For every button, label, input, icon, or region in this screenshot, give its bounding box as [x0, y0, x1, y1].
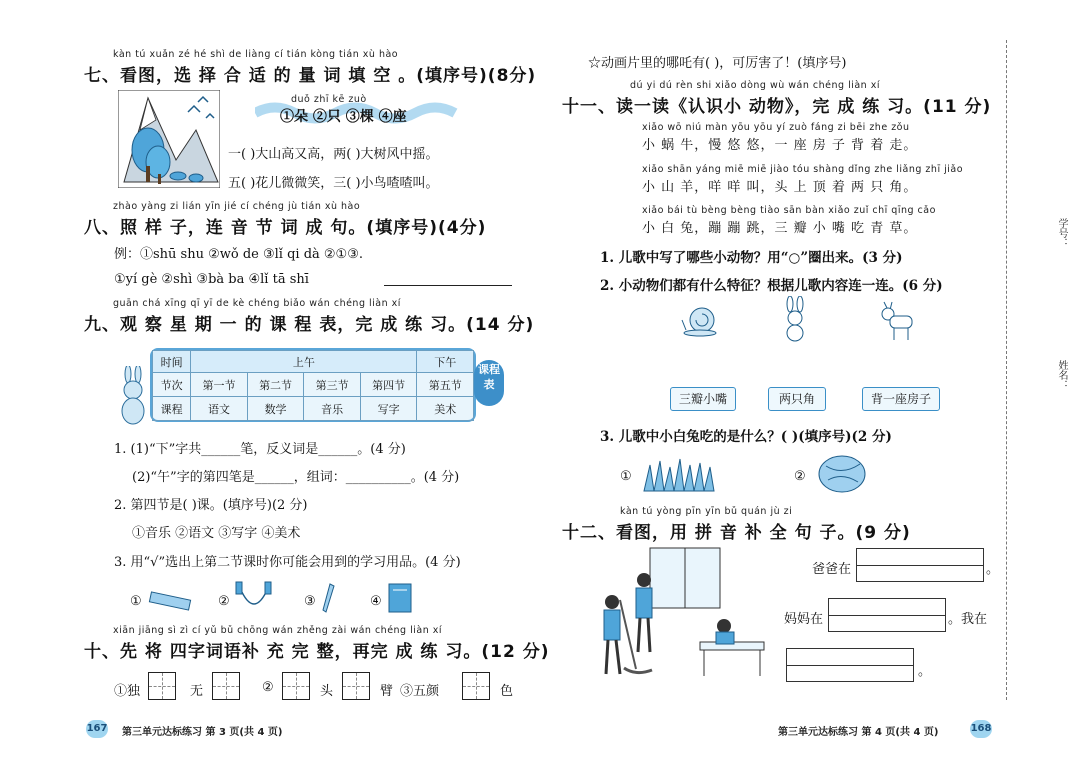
- ruler-icon: [148, 590, 192, 612]
- schedule-badge: 课程表: [474, 360, 504, 406]
- supply-option-4[interactable]: ④: [370, 594, 382, 609]
- binding-line: [1006, 40, 1007, 700]
- pencil-icon: [318, 582, 338, 616]
- q8-pinyin: zhào yàng zi lián yīn jié cí chéng jù tián xù hào: [113, 201, 361, 212]
- poem-pinyin-2: xiǎo shān yáng miē miē jiào tóu shàng dǐng zhe liǎng zhī jiǎo: [642, 164, 964, 175]
- schedule-time-label: 时间: [153, 351, 191, 373]
- q7-options: ①朵 ②只 ③棵 ④座: [280, 109, 407, 125]
- grass-icon: [640, 455, 718, 495]
- notebook-icon: [386, 582, 414, 614]
- q9-s3: 3. 用“√”选出上第二节课时你可能会用到的学习用品。(4 分): [114, 555, 461, 570]
- schedule-period-cell: 第四节: [360, 373, 417, 397]
- q10-blank-box[interactable]: [282, 672, 310, 700]
- poem-line-2: 小 山 羊，咩 咩 叫，头 上 顶 着 两 只 角。: [642, 180, 918, 195]
- student-name-label: 姓名：: [1056, 360, 1067, 390]
- cabbage-icon: [816, 452, 868, 496]
- right-page: [540, 0, 1080, 764]
- q12-dad-label: 爸爸在: [812, 562, 852, 577]
- poem-pinyin-1: xiǎo wō niú màn yōu yōu yí zuò fáng zi bēi zhe zǒu: [642, 122, 910, 133]
- schedule-period-cell: 第二节: [247, 373, 304, 397]
- q12-me-period: 。: [918, 664, 932, 679]
- q10-item2-prefix: ②: [262, 680, 274, 695]
- q9-title: 九、观 察 星 期 一 的 课 程 表，完 成 练 习。(14 分): [84, 315, 535, 335]
- q7-options-pinyin: duǒ zhī kē zuò: [291, 94, 367, 105]
- snail-icon: [680, 302, 720, 338]
- poem-pinyin-3: xiǎo bái tù bèng bèng tiào sān bàn xiǎo zuǐ chī qīng cǎo: [642, 205, 936, 216]
- food-option-1[interactable]: ①: [620, 469, 632, 484]
- q8-items: ①yí gè ②shì ③bà ba ④lǐ tā shī: [114, 272, 309, 287]
- supply-option-2[interactable]: ②: [218, 594, 230, 609]
- schedule-morning: 上午: [191, 351, 417, 373]
- q10-blank-box[interactable]: [342, 672, 370, 700]
- q7-pinyin: kàn tú xuǎn zé hé shì de liàng cí tián kòng tián xù hào: [113, 49, 399, 60]
- q11-s2: 2. 小动物们都有什么特征？根据儿歌内容连一连。(6 分): [600, 278, 943, 294]
- nezha-question: ☆动画片里的哪吒有( )，可厉害了！(填序号): [588, 56, 847, 71]
- feature-box[interactable]: 两只角: [768, 387, 826, 411]
- q12-me-label: 。我在: [948, 612, 988, 627]
- q9-s2: 2. 第四节是( )课。(填序号)(2 分): [114, 498, 308, 513]
- q8-title: 八、照 样 子，连 音 节 词 成 句。(填序号)(4分): [84, 218, 487, 238]
- q7-title: 七、看图，选 择 合 适 的 量 词 填 空 。(填序号)(8分): [84, 66, 537, 86]
- q7-line2: 五( )花儿微微笑，三( )小鸟喳喳叫。: [228, 176, 439, 191]
- family-cleaning-illustration: [600, 544, 772, 686]
- mountain-scene-illustration: [118, 90, 220, 188]
- schedule-course-cell: 语文: [191, 397, 248, 421]
- q10-item1-prefix: ①独: [114, 684, 141, 699]
- supply-option-1[interactable]: ①: [130, 594, 142, 609]
- food-option-2[interactable]: ②: [794, 469, 806, 484]
- q10-blank-box[interactable]: [462, 672, 490, 700]
- page-number-left: 167: [86, 720, 108, 738]
- footer-right: 第三单元达标练习 第 4 页(共 4 页): [778, 727, 939, 738]
- schedule-course-label: 课程: [153, 397, 191, 421]
- q11-s3: 3. 儿歌中小白兔吃的是什么？( )(填序号)(2 分): [600, 429, 892, 445]
- q12-title: 十二、看图，用 拼 音 补 全 句 子。(9 分): [562, 523, 911, 543]
- feature-box[interactable]: 背一座房子: [862, 387, 940, 411]
- q8-answer-line[interactable]: [384, 285, 512, 286]
- schedule-period-cell: 第一节: [191, 373, 248, 397]
- q10-title: 十、先 将 四字词语补 充 完 整，再完 成 练 习。(12 分): [84, 642, 550, 662]
- class-schedule-table: [150, 348, 476, 422]
- schedule-course-cell: 音乐: [304, 397, 361, 421]
- q9-s1a: 1. (1)“下”字共______笔，反义词是______。(4 分): [114, 442, 406, 457]
- q7-line1: 一( )大山高又高，两( )大树风中摇。: [228, 147, 439, 162]
- supply-option-3[interactable]: ③: [304, 594, 316, 609]
- q10-pinyin: xiān jiāng sì zì cí yǔ bǔ chōng wán zhěng zài wán chéng liàn xí: [113, 625, 443, 636]
- q9-pinyin: guān chá xīng qī yī de kè chéng biǎo wán chéng liàn xí: [113, 298, 401, 309]
- q11-title: 十一、读一读《认识小 动物》，完 成 练 习。(11 分): [562, 97, 992, 117]
- q12-dad-period: 。: [986, 562, 1000, 577]
- q10-item3-prefix: ③五颜: [400, 684, 440, 699]
- q10-blank-box[interactable]: [148, 672, 176, 700]
- schedule-period-label: 节次: [153, 373, 191, 397]
- dad-answer-box[interactable]: [856, 548, 984, 582]
- q10-item2-end: 臂: [380, 684, 394, 699]
- jump-rope-icon: [234, 580, 274, 614]
- poem-line-3: 小 白 兔，蹦 蹦 跳，三 瓣 小 嘴 吃 青 草。: [642, 221, 918, 236]
- schedule-period-cell: 第五节: [417, 373, 474, 397]
- q9-s2-options: ①音乐 ②语文 ③写字 ④美术: [132, 526, 301, 541]
- q12-mom-label: 妈妈在: [784, 612, 824, 627]
- q10-item3-end: 色: [500, 684, 514, 699]
- page-number-right: 168: [970, 720, 992, 738]
- rabbit-icon: [118, 366, 150, 426]
- q9-s1b: (2)“午”字的第四笔是______，组词：__________。(4 分): [132, 470, 460, 485]
- q11-pinyin: dú yi dú rèn shi xiǎo dòng wù wán chéng liàn xí: [630, 80, 880, 91]
- q10-blank-box[interactable]: [212, 672, 240, 700]
- student-id-label: 学号：: [1056, 218, 1067, 248]
- mom-answer-box[interactable]: [828, 598, 946, 632]
- schedule-afternoon: 下午: [417, 351, 474, 373]
- q10-item2-mid: 头: [320, 684, 334, 699]
- schedule-course-cell: 写字: [360, 397, 417, 421]
- goat-icon: [878, 298, 918, 342]
- schedule-period-cell: 第三节: [304, 373, 361, 397]
- schedule-course-cell: 数学: [247, 397, 304, 421]
- rabbit-animal-icon: [780, 296, 812, 342]
- q8-example: 例：①shū shu ②wǒ de ③lǐ qi dà ②①③.: [114, 247, 363, 262]
- footer-left: 第三单元达标练习 第 3 页(共 4 页): [122, 727, 283, 738]
- q10-item1-mid: 无: [190, 684, 204, 699]
- feature-box[interactable]: 三瓣小嘴: [670, 387, 736, 411]
- q11-s1: 1. 儿歌中写了哪些小动物？用“○”圈出来。(3 分): [600, 250, 903, 266]
- poem-line-1: 小 蜗 牛，慢 悠 悠，一 座 房 子 背 着 走。: [642, 138, 918, 153]
- me-answer-box[interactable]: [786, 648, 914, 682]
- q12-pinyin: kàn tú yòng pīn yīn bǔ quán jù zi: [620, 506, 793, 517]
- schedule-course-cell: 美术: [417, 397, 474, 421]
